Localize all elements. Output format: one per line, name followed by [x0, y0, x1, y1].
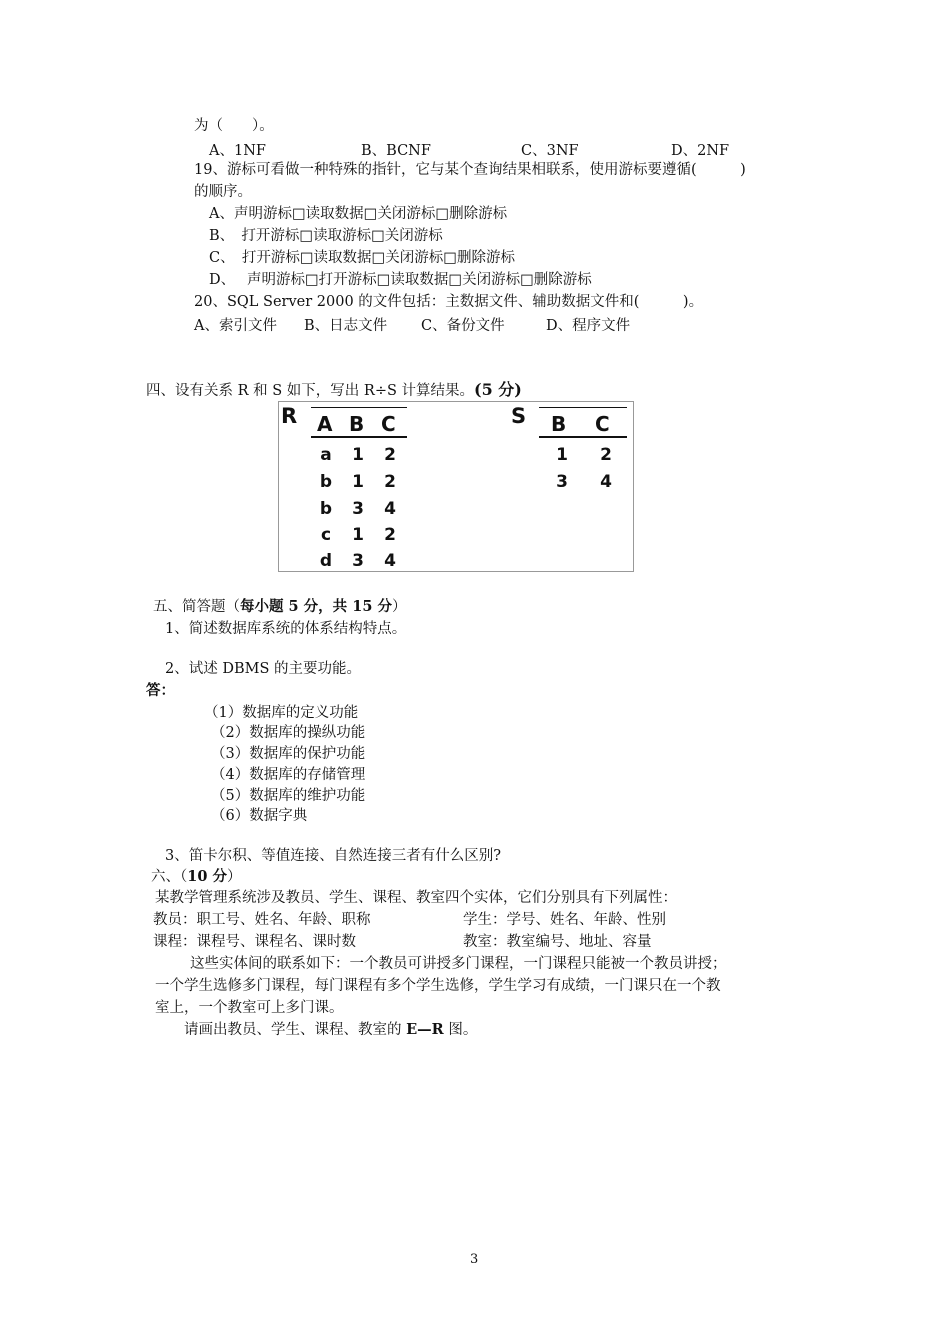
q20-option-d: D、程序文件: [546, 318, 631, 334]
section5-q2: 2、试述 DBMS 的主要功能。: [165, 661, 362, 677]
q18-option-b: B、BCNF: [361, 143, 431, 159]
section5-q3: 3、笛卡尔积、等值连接、自然连接三者有什么区别?: [165, 848, 501, 864]
q18-tail: 为（ ）。: [194, 118, 274, 134]
relation-r-header-b: B: [349, 412, 365, 436]
attr-room: 教室：教室编号、地址、容量: [463, 934, 652, 950]
attr-course: 课程：课程号、课程名、课时数: [153, 934, 356, 950]
q18-option-c: C、3NF: [521, 143, 579, 159]
relation-s-header-c: C: [595, 412, 610, 436]
r-cell: 3: [352, 499, 364, 519]
answer-item: （3）数据库的保护功能: [211, 746, 366, 762]
r-cell: 2: [384, 472, 396, 492]
r-cell: d: [319, 551, 333, 571]
attr-student: 学生：学号、姓名、年龄、性别: [463, 912, 666, 928]
r-cell: b: [319, 472, 333, 492]
r-cell: 3: [352, 551, 364, 571]
answer-label: 答：: [146, 682, 175, 699]
relation-r-header-c: C: [381, 412, 396, 436]
section6-task: 请画出教员、学生、课程、教室的 E—R 图。: [184, 1021, 478, 1038]
q19-text-cont: 的顺序。: [194, 184, 252, 200]
q20-option-a: A、索引文件: [194, 318, 277, 334]
relation-s-top-rule: [539, 407, 627, 408]
s-cell: 1: [556, 445, 568, 465]
answer-item: （4）数据库的存储管理: [211, 767, 366, 783]
s-cell: 2: [600, 445, 612, 465]
q20-text: 20、SQL Server 2000 的文件包括：主数据文件、辅助数据文件和( )。: [194, 294, 704, 310]
q20-option-c: C、备份文件: [421, 318, 505, 334]
q18-option-a: A、1NF: [209, 143, 266, 159]
relation-s-header-rule: [539, 436, 627, 438]
answer-item: （1）数据库的定义功能: [204, 705, 359, 721]
section6-title: 六、（10 分）: [151, 868, 242, 885]
answer-item: （5）数据库的维护功能: [211, 788, 366, 804]
section4-title: 四、设有关系 R 和 S 如下，写出 R÷S 计算结果。(5 分): [146, 380, 522, 399]
relation-r-header-rule: [311, 436, 407, 438]
r-cell: 4: [384, 499, 396, 519]
q19-option-c: C、 打开游标□读取数据□关闭游标□删除游标: [209, 250, 515, 266]
relation-figure: [278, 401, 634, 572]
r-cell: 1: [352, 445, 364, 465]
r-cell: 2: [384, 525, 396, 545]
answer-item: （2）数据库的操纵功能: [211, 725, 366, 741]
r-cell: b: [319, 499, 333, 519]
section5-q1: 1、简述数据库系统的体系结构特点。: [165, 621, 407, 637]
relationship-text: 这些实体间的联系如下：一个教员可讲授多门课程，一门课程只能被一个教员讲授；: [190, 956, 727, 972]
page-number: 3: [470, 1252, 479, 1267]
r-cell: 2: [384, 445, 396, 465]
q19-option-d: D、 声明游标□打开游标□读取数据□关闭游标□删除游标: [209, 272, 592, 288]
relation-r-label: R: [281, 404, 298, 428]
q20-option-b: B、日志文件: [304, 318, 388, 334]
q19-text: 19、游标可看做一种特殊的指针，它与某个查询结果相联系，使用游标要遵循( ): [194, 162, 746, 178]
attr-teacher: 教员：职工号、姓名、年龄、职称: [153, 912, 371, 928]
section5-title: 五、简答题（每小题 5 分，共 15 分）: [153, 598, 407, 615]
q19-option-a: A、声明游标□读取数据□关闭游标□删除游标: [209, 206, 508, 222]
q19-option-b: B、 打开游标□读取游标□关闭游标: [209, 228, 443, 244]
r-cell: 1: [352, 472, 364, 492]
relationship-text: 室上，一个教室可上多门课。: [155, 1000, 344, 1016]
section6-intro: 某教学管理系统涉及教员、学生、课程、教室四个实体，它们分别具有下列属性：: [155, 890, 677, 906]
r-cell: 1: [352, 525, 364, 545]
relation-r-top-rule: [311, 407, 407, 408]
r-cell: 4: [384, 551, 396, 571]
s-cell: 4: [600, 472, 612, 492]
r-cell: a: [320, 445, 332, 465]
relation-s-label: S: [511, 404, 527, 428]
q18-option-d: D、2NF: [671, 143, 730, 159]
section4-score: (5 分): [474, 380, 522, 399]
relationship-text: 一个学生选修多门课程，每门课程有多个学生选修，学生学习有成绩，一门课只在一个教: [155, 978, 721, 994]
answer-item: （6）数据字典: [211, 808, 308, 824]
relation-s-header-b: B: [551, 412, 567, 436]
s-cell: 3: [556, 472, 568, 492]
r-cell: c: [320, 525, 332, 545]
relation-r-header-a: A: [317, 412, 333, 436]
